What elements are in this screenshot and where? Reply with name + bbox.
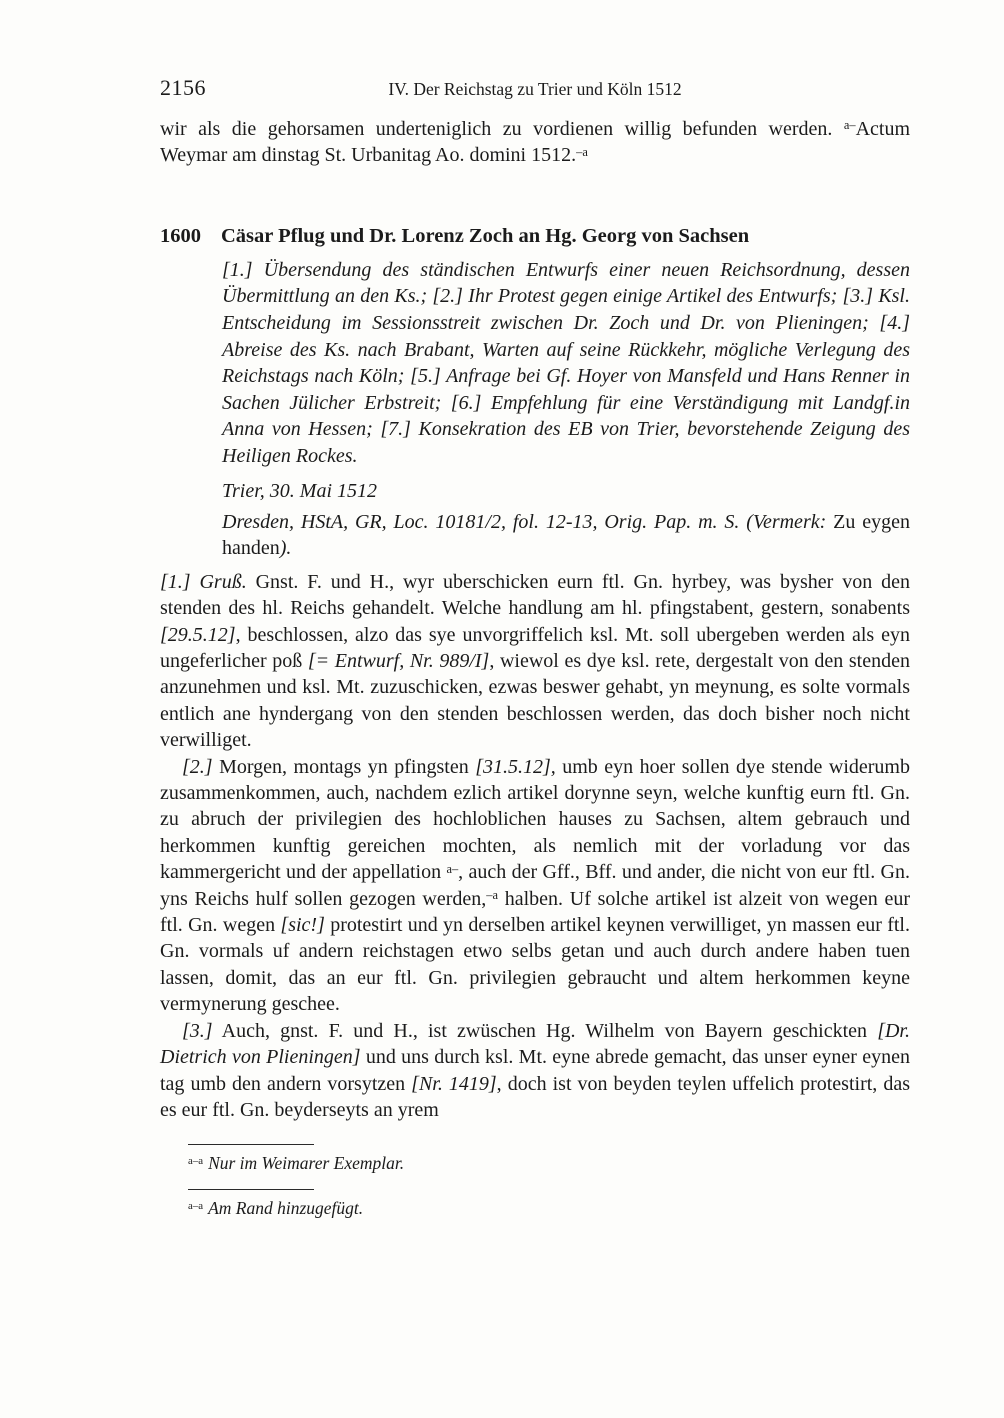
footnote-marker: a–a [188, 1155, 204, 1168]
paragraph-2 [160, 754, 910, 1018]
footnote-text: Am Rand hinzugefügt. [208, 1198, 364, 1219]
editor-gloss-italic: [= Entwurf, Nr. 989/I] [307, 650, 490, 672]
intro-paragraph [160, 116, 910, 169]
entry-body [160, 569, 910, 1124]
footnote-ref-close: –a [576, 144, 588, 159]
para-number-italic: [3.] [182, 1019, 213, 1042]
paragraph-3 [160, 1018, 910, 1124]
text-segment: , beschlossen, alzo das sye unvorgriffelich ksl. Mt. soll ubergeben werden als eyn ungeferlicher poß [160, 623, 910, 672]
entry-source-line [222, 509, 910, 562]
text-segment: Morgen, montags yn pfingsten [212, 755, 476, 778]
paragraph-1 [160, 569, 910, 754]
footnote-ref-open: a– [843, 118, 856, 133]
source-vermerk-quote: Zu eygen handen [222, 510, 910, 560]
source-archive-text: Dresden, HStA, GR, Loc. 10181/2, fol. 12-13, Orig. Pap. m. S. (Vermerk: [222, 510, 834, 533]
intro-text: wir als die gehorsamen underteniglich zu vordienen willig befunden werden. [160, 118, 844, 140]
number-gloss-italic: [Nr. 1419] [411, 1072, 497, 1095]
text-segment: halben. Uf solche artikel ist alzeit von wegen eur ftl. Gn. wegen [160, 887, 910, 937]
entry-title: Cäsar Pflug und Dr. Lorenz Zoch an Hg. Georg von Sachsen [221, 224, 750, 247]
name-gloss-italic: [Dr. Dietrich von Plieningen] [160, 1019, 910, 1069]
text-segment: und uns durch ksl. Mt. eyne abrede gemacht, das unser eyner eynen tag umb den andern vorsytzen [160, 1046, 911, 1095]
para-number-italic: [1.] Gruß. [160, 570, 247, 593]
entry-dateline: Trier, 30. Mai 1512 [222, 479, 378, 502]
date-gloss-italic: [31.5.12], [475, 755, 556, 778]
text-column [160, 75, 910, 1219]
text-segment: , doch ist von beyden teylen uffelich protestirt, das es eur ftl. Gn. beyderseyts an yrem [160, 1072, 910, 1121]
text-segment: , wiewol es dye ksl. rete, dergestalt von den stenden anzunehmen und ksl. Mt. zuzuschicken, ezwas beswer gehabt, yn meynung, es solte vormals entlich ane hyndergang von den stenden beschlossen werden, das doch bisher noch nicht verwilliget. [160, 650, 910, 752]
text-segment: umb eyn hoer sollen dye stende widerumb zusammenkommen, auch, nachdem ezlich artikel dorynne seyn, welche kunftig eurn ftl. Gn. zu abruch der privilegien des hochloblichen hauses zu Sachsen, altem gebrauch und herkommen kunftig gereichen mochten, als nemlich mit der vorladung vor das kammergericht und der appellation [160, 755, 910, 884]
entry-number: 1600 [160, 224, 201, 247]
sic-gloss-italic: [sic!] [280, 914, 325, 937]
text-segment: , auch der Gff., Bff. und ander, die nicht von eur ftl. Gn. yns Reichs hulf sollen gezogen werden, [160, 861, 910, 910]
intro-actum-text: Actum Weymar am dinstag St. Urbanitag Ao. domini 1512. [160, 118, 910, 167]
date-gloss-italic: [29.5.12] [160, 623, 236, 646]
text-segment: Auch, gnst. F. und H., ist zwüschen Hg. Wilhelm von Bayern geschickten [212, 1019, 878, 1042]
page-header [160, 75, 910, 102]
running-header: IV. Der Reichstag zu Trier und Köln 1512 [388, 79, 682, 99]
footnote-rule [188, 1144, 314, 1145]
source-closing: ). [279, 537, 292, 560]
entry-heading [160, 223, 910, 250]
footnote-rule [188, 1189, 314, 1190]
footnote-ref-open: a– [446, 861, 459, 876]
entry-summary: [1.] Übersendung des ständischen Entwurfs einer neuen Reichsordnung, dessen Übermittlung an den Ks.; [2.] Ihr Protest gegen einige Artikel des Entwurfs; [3.] Ksl. Entscheidung im Sessionsstreit zwischen Dr. Zoch und Dr. von Plieningen; [4.] Abreise des Ks. nach Brabant, Warten auf seine Rückkehr, mögliche Verlegung des Reichstags nach Köln; [5.] Anfrage bei Gf. Hoyer von Mansfeld und Hans Renner in Sachen Jülicher Erbstreit; [6.] Empfehlung für eine Verständigung mit Landgf.in Anna von Hessen; [7.] Konsekration des EB von Trier, bevorstehende Zeigung des Heiligen Rockes. [222, 258, 910, 467]
footnote-line [188, 1197, 910, 1219]
footnote-weimar [188, 1144, 910, 1174]
footnote-ref-close: –a [486, 888, 498, 903]
text-segment: protestirt und yn derselben artikel keynen verwilliget, yn massen eur ftl. Gn. vormals uf andern reichstagen etwo selbs getan und auch durch andere haben tuen lassen, domit, das an eur ftl. Gn. privilegien gebraucht und altem herkommen keyne vermynerung geschee. [160, 914, 910, 1016]
footnotes-section [188, 1144, 910, 1219]
page-number: 2156 [160, 75, 206, 100]
footnote-rand [188, 1189, 910, 1219]
footnote-line [188, 1152, 910, 1174]
footnote-marker: a–a [188, 1200, 204, 1213]
text-segment: Gnst. F. und H., wyr uberschicken eurn ftl. Gn. hyrbey, was bysher von den stenden des hl. Reichs gehandelt. Welche handlung am hl. pfingstabent, gestern, sonabents [160, 570, 910, 620]
para-number-italic: [2.] [182, 755, 213, 778]
footnote-text: Nur im Weimarer Exemplar. [208, 1153, 405, 1174]
